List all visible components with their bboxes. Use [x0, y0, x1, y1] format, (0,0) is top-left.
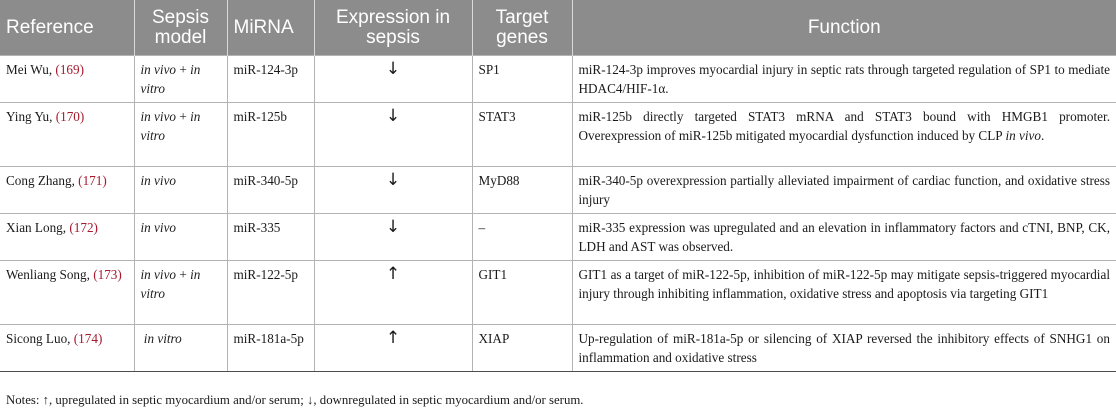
mirna-cell: miR-124-3p: [227, 56, 314, 103]
reference-cell: [0, 214, 134, 261]
model-text: in vitro: [143, 331, 182, 346]
function-cell: miR-340-5p overexpression partially alleviated impairment of cardiac function, and oxidative stress injury: [572, 167, 1116, 214]
sepsis-model-cell: [134, 261, 227, 325]
table-notes: Notes: ↑, upregulated in septic myocardium and/or serum; ↓, downregulated in septic myocardium and/or serum.: [6, 393, 584, 407]
col-header-sepsis-model: Sepsis model: [134, 0, 227, 56]
target-gene-cell: –: [472, 214, 572, 261]
model-text: in vivo: [140, 62, 177, 77]
reference-link[interactable]: (171): [78, 173, 107, 188]
mirna-cell: miR-335: [227, 214, 314, 261]
reference-cell: [0, 167, 134, 214]
reference-cell: [0, 325, 134, 372]
expression-arrow: ↑: [314, 325, 472, 372]
expression-arrow: ↑: [314, 261, 472, 325]
function-cell: Up-regulation of miR-181a-5p or silencing of XIAP reversed the inhibitory effects of SNHG1 on inflammation and oxidative stress: [572, 325, 1116, 372]
function-cell: miR-335 expression was upregulated and an elevation in inflammatory factors and cTNI, BNP, CK, LDH and AST was observed.: [572, 214, 1116, 261]
function-cell: miR-124-3p improves myocardial injury in septic rats through targeted regulation of SP1 to mediate HDAC4/HIF-1α.: [572, 56, 1116, 103]
table-row: [0, 261, 1116, 325]
function-cell: [572, 103, 1116, 167]
mirna-cell: miR-122-5p: [227, 261, 314, 325]
reference-link[interactable]: (174): [73, 331, 103, 346]
model-join: +: [176, 109, 191, 124]
target-gene-cell: GIT1: [472, 261, 572, 325]
col-header-target-genes: Target genes: [472, 0, 572, 56]
col-header-mirna: MiRNA: [227, 0, 314, 56]
model-text: in vitro: [140, 62, 201, 96]
author-name: Xian Long,: [6, 220, 70, 235]
expression-arrow: ↓: [314, 167, 472, 214]
reference-cell: [0, 103, 134, 167]
target-gene-cell: XIAP: [472, 325, 572, 372]
col-header-function: Function: [572, 0, 1116, 56]
model-text: in vitro: [140, 109, 201, 143]
table-row: [0, 214, 1116, 261]
expression-arrow: ↓: [314, 56, 472, 103]
target-gene-cell: STAT3: [472, 103, 572, 167]
author-name: Wenliang Song,: [6, 267, 94, 282]
author-name: Ying Yu,: [6, 109, 56, 124]
table-row: [0, 325, 1116, 372]
author-name: Cong Zhang,: [6, 173, 79, 188]
author-name: Mei Wu,: [6, 62, 56, 77]
reference-cell: [0, 261, 134, 325]
reference-cell: [0, 56, 134, 103]
function-text: .: [1040, 128, 1045, 143]
expression-arrow: ↓: [314, 214, 472, 261]
model-text: in vivo: [140, 267, 177, 282]
model-text: in vitro: [140, 267, 201, 301]
model-join: +: [176, 62, 191, 77]
table-row: [0, 167, 1116, 214]
model-text: in vivo: [140, 220, 177, 235]
sepsis-model-cell: [134, 56, 227, 103]
col-header-expression: Expression in sepsis: [314, 0, 472, 56]
sepsis-model-cell: [134, 214, 227, 261]
sepsis-model-cell: [134, 167, 227, 214]
reference-link[interactable]: (173): [93, 267, 122, 282]
target-gene-cell: MyD88: [472, 167, 572, 214]
model-text: in vivo: [140, 173, 177, 188]
target-gene-cell: SP1: [472, 56, 572, 103]
mirna-cell: miR-125b: [227, 103, 314, 167]
table-row: [0, 103, 1116, 167]
mirna-cell: miR-340-5p: [227, 167, 314, 214]
function-italic: in vivo: [1005, 128, 1041, 143]
model-text: in vivo: [140, 109, 177, 124]
table-row: [0, 56, 1116, 103]
mirna-cell: miR-181a-5p: [227, 325, 314, 372]
header-row: [0, 0, 1116, 56]
model-join: +: [176, 267, 191, 282]
reference-link[interactable]: (170): [55, 109, 85, 124]
reference-link[interactable]: (169): [55, 62, 84, 77]
author-name: Sicong Luo,: [6, 331, 74, 346]
col-header-reference: Reference: [0, 0, 134, 56]
function-text: miR-125b directly targeted STAT3 mRNA and STAT3 bound with HMGB1 promoter. Overexpression of miR-125b mitigated myocardial dysfunction induced by CLP: [578, 109, 1110, 143]
reference-link[interactable]: (172): [69, 220, 98, 235]
function-cell: GIT1 as a target of miR-122-5p, inhibition of miR-122-5p may mitigate sepsis-triggered myocardial injury through inhibiting inflammation, oxidative stress and apoptosis via targeting GIT1: [572, 261, 1116, 325]
sepsis-model-cell: [134, 103, 227, 167]
expression-arrow: ↓: [314, 103, 472, 167]
sepsis-model-cell: [134, 325, 227, 372]
